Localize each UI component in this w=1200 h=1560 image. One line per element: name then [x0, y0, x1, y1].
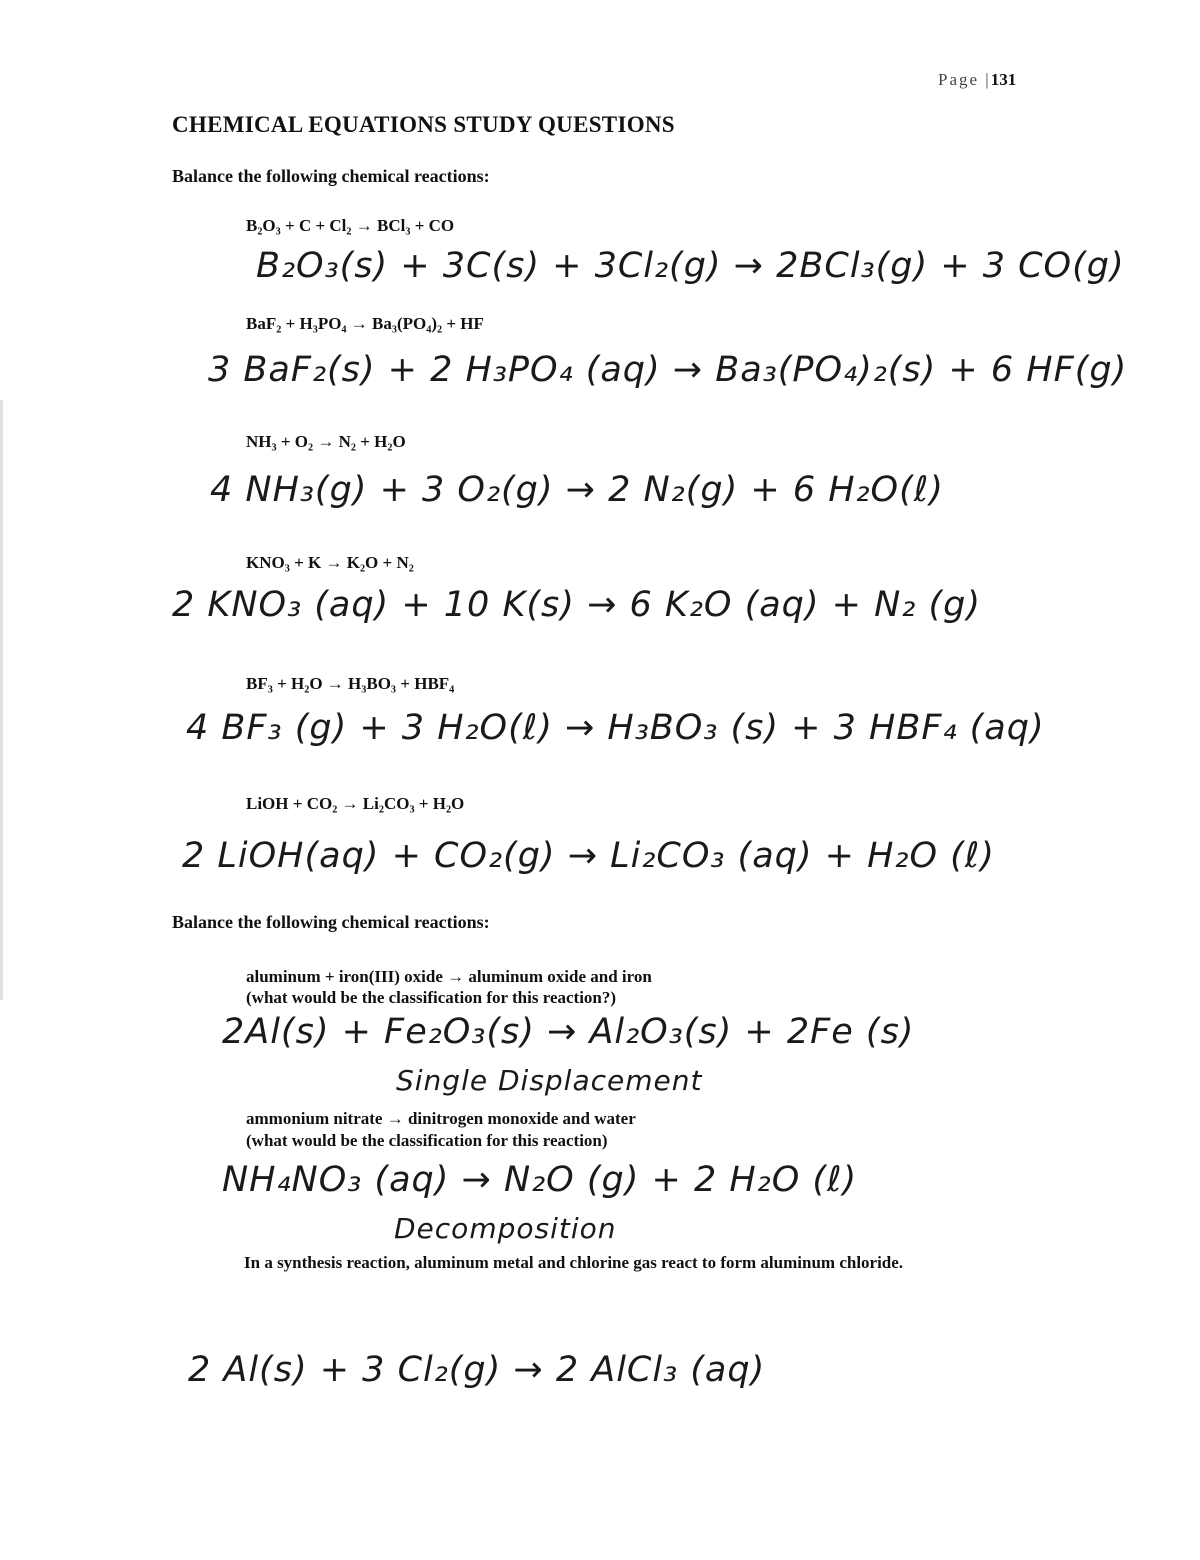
- page-label: Page |: [938, 70, 991, 89]
- page-number: 131: [990, 70, 1017, 89]
- handwritten-classification-2: Decomposition: [394, 1212, 617, 1245]
- page-title: CHEMICAL EQUATIONS STUDY QUESTIONS: [172, 112, 675, 137]
- handwritten-answer-3: 4 NH₃(g) + 3 O₂(g) → 2 N₂(g) + 6 H₂O(ℓ): [210, 470, 944, 510]
- word-problem-1-line2: (what would be the classification for this reaction?): [246, 988, 617, 1007]
- section1-instruction: Balance the following chemical reactions:: [172, 166, 490, 186]
- handwritten-answer-7: 2Al(s) + Fe₂O₃(s) → Al₂O₃(s) + 2Fe (s): [222, 1012, 915, 1052]
- handwritten-answer-9: 2 Al(s) + 3 Cl₂(g) → 2 AlCl₃ (aq): [188, 1350, 766, 1390]
- printed-equation-4: KNO₃ + K → K₂O + N₂: [246, 553, 414, 572]
- printed-equation-6: LiOH + CO₂ → Li₂CO₃ + H₂O: [246, 794, 465, 813]
- printed-equation-2: BaF₂ + H₃PO₄ → Ba₃(PO₄)₂ + HF: [246, 314, 484, 333]
- handwritten-classification-1: Single Displacement: [396, 1064, 703, 1097]
- printed-equation-3: NH₃ + O₂ → N₂ + H₂O: [246, 432, 406, 451]
- handwritten-answer-8: NH₄NO₃ (aq) → N₂O (g) + 2 H₂O (ℓ): [222, 1160, 858, 1200]
- scan-edge: [0, 400, 3, 1000]
- page-header: [938, 70, 1016, 90]
- handwritten-answer-1: B₂O₃(s) + 3C(s) + 3Cl₂(g) → 2BCl₃(g) + 3 CO(g): [256, 246, 1125, 286]
- word-problem-2-line2: (what would be the classification for this reaction): [246, 1131, 608, 1150]
- synthesis-paragraph: In a synthesis reaction, aluminum metal and chlorine gas react to form aluminum chloride.: [244, 1253, 904, 1272]
- handwritten-answer-2: 3 BaF₂(s) + 2 H₃PO₄ (aq) → Ba₃(PO₄)₂(s) + 6 HF(g): [208, 350, 1128, 390]
- handwritten-answer-6: 2 LiOH(aq) + CO₂(g) → Li₂CO₃ (aq) + H₂O (ℓ): [182, 836, 995, 876]
- word-problem-1-line1: aluminum + iron(III) oxide → aluminum oxide and iron: [246, 967, 652, 986]
- handwritten-answer-4: 2 KNO₃ (aq) + 10 K(s) → 6 K₂O (aq) + N₂ (g): [172, 585, 981, 625]
- printed-equation-1: B₂O₃ + C + Cl₂ → BCl₃ + CO: [246, 216, 455, 235]
- printed-equation-5: BF₃ + H₂O → H₃BO₃ + HBF₄: [246, 674, 455, 693]
- word-problem-2-line1: ammonium nitrate → dinitrogen monoxide and water: [246, 1109, 636, 1128]
- handwritten-answer-5: 4 BF₃ (g) + 3 H₂O(ℓ) → H₃BO₃ (s) + 3 HBF₄ (aq): [186, 708, 1045, 748]
- section2-instruction: Balance the following chemical reactions:: [172, 912, 490, 932]
